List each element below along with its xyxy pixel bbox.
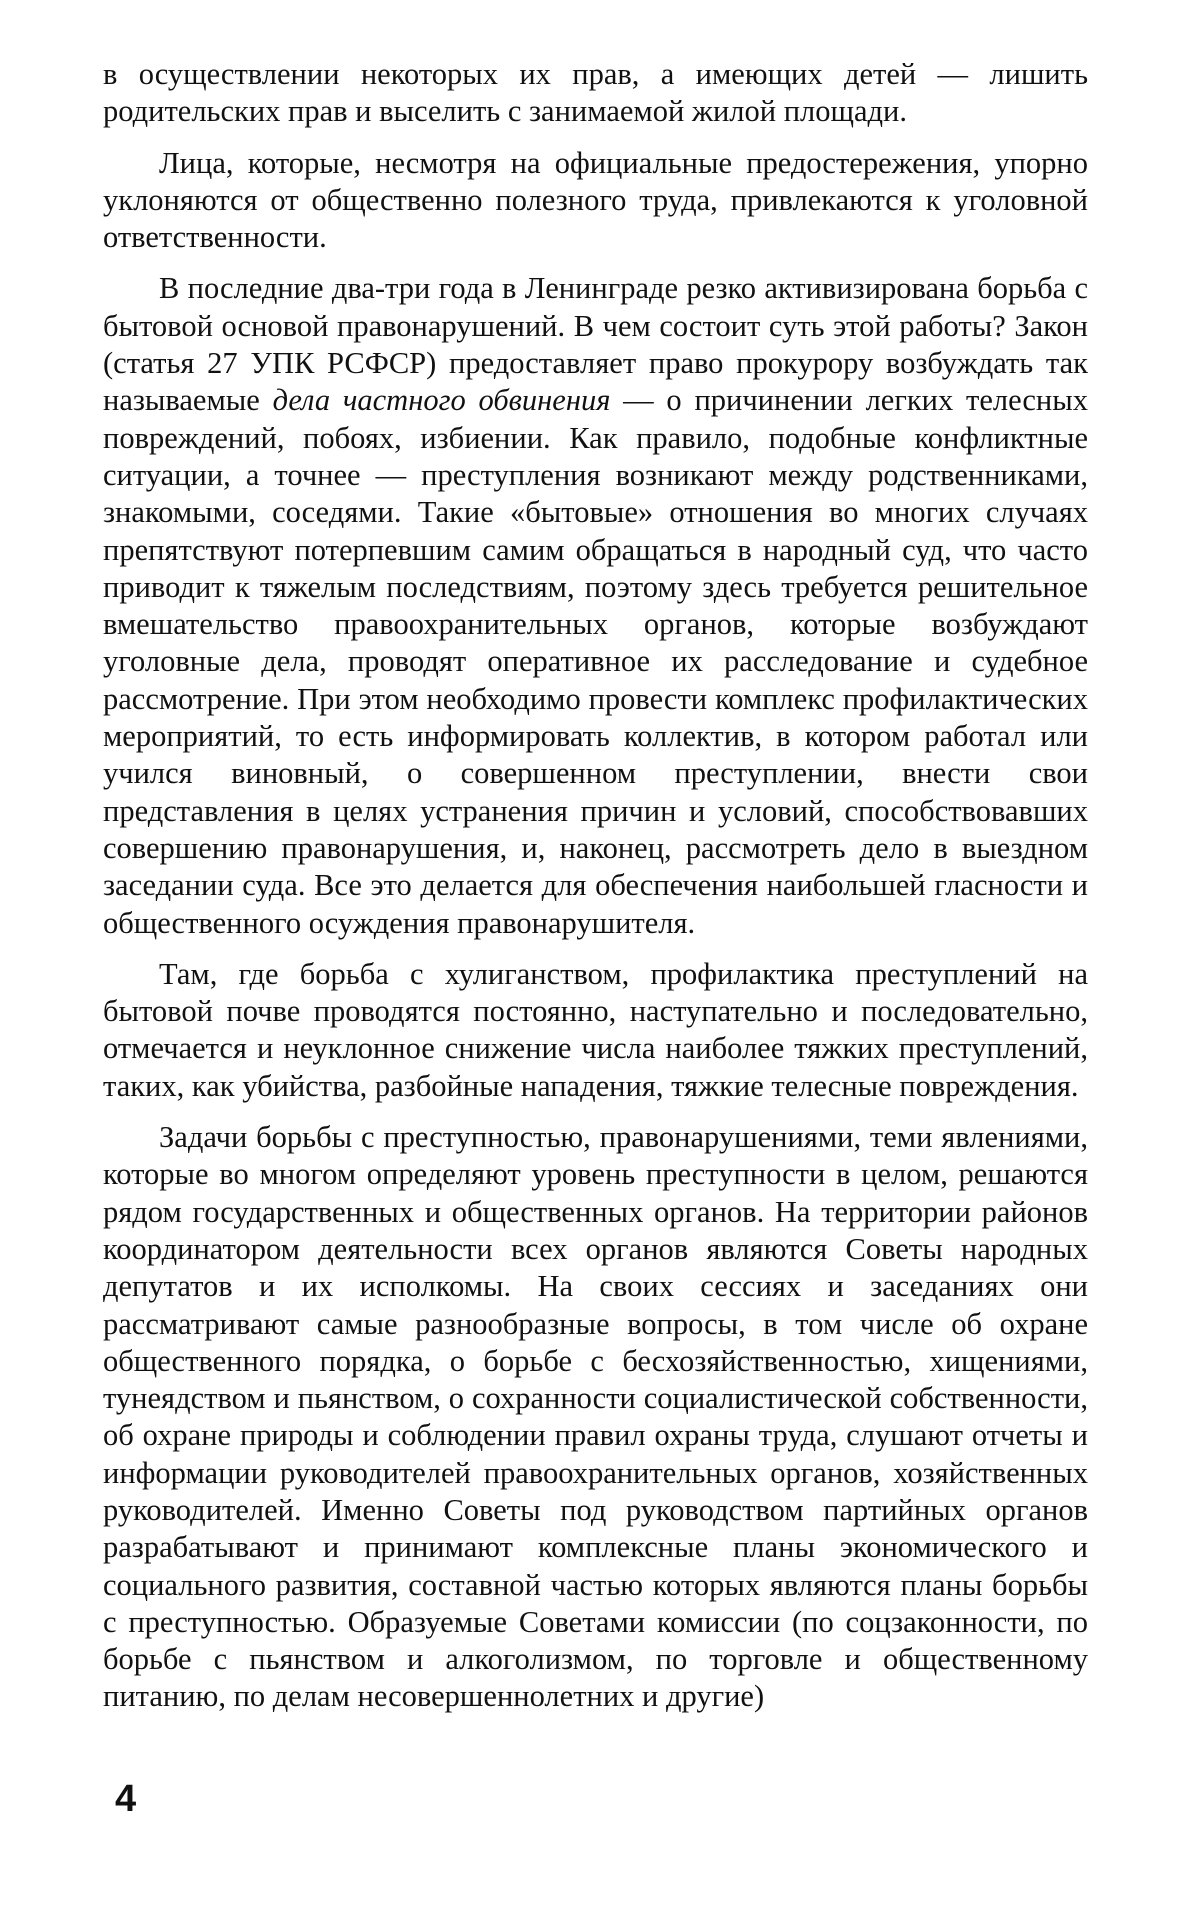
page-body — [103, 56, 1088, 1730]
paragraph-idlers-liability: Лица, которые, несмотря на официальные предостережения, упорно уклоняются от общественно полезного труда, привлекаются к уголовной ответственности. — [103, 145, 1088, 255]
paragraph-domestic-offenses — [103, 270, 1088, 941]
paragraph-domestic-offenses-part2: — о причинении легких телесных повреждений, побоях, избиении. Как правило, подобные конфликтные ситуации, а точнее — преступления возникают между родственниками, знакомыми, соседями. Такие «бытовые» отношения во многих случаях препятствуют потерпевшим самим обращаться в народный суд, что часто приводит к тяжелым последствиям, поэтому здесь требуется решительное вмешательство правоохранительных органов, которые возбуждают уголовные дела, проводят оперативное их расследование и судебное рассмотрение. При этом необходимо провести комплекс профилактических мероприятий, то есть информировать коллектив, в котором работал или учился виновный, о совершенном преступлении, внести свои представления в целях устранения причин и условий, способствовавших совершению правонарушения, и, наконец, рассмотреть дело в выездном заседании суда. Все это делается для обеспечения наибольшей гласности и общественного осуждения правонарушителя. — [103, 383, 1088, 940]
paragraph-continuation: в осуществлении некоторых их прав, а имеющих детей — лишить родительских прав и выселить с занимаемой жилой площади. — [103, 57, 1088, 129]
private-prosecution-term: дела частного обвинения — [272, 383, 611, 418]
paragraph-domestic-offenses-part1: В последние два-три года в Ленинграде резко активизирована борьба с бытовой основой правонарушений. В чем состоит суть этой работы? Закон (статья 27 УПК РСФСР) предоставляет право прокурору возбуждать так называемые — [103, 271, 1088, 418]
paragraph-soviets-role: Задачи борьбы с преступностью, правонарушениями, теми явлениями, которые во многом определяют уровень преступности в целом, решаются рядом государственных и общественных органов. На территории районов координатором деятельности всех органов являются Советы народных депутатов и их исполкомы. На своих сессиях и заседаниях они рассматривают самые разнообразные вопросы, в том числе об охране общественного порядка, о борьбе с бесхозяйственностью, хищениями, тунеядством и пьянством, о сохранности социалистической собственности, об охране природы и соблюдении правил охраны труда, слушают отчеты и информации руководителей правоохранительных органов, хозяйственных руководителей. Именно Советы под руководством партийных органов разрабатывают и принимают комплексные планы экономического и социального развития, составной частью которых являются планы борьбы с преступностью. Образуемые Советами комиссии (по соцзаконности, по борьбе с пьянством и алкоголизмом, по торговле и общественному питанию, по делам несовершеннолетних и другие) — [103, 1120, 1088, 1714]
paragraph-hooliganism: Там, где борьба с хулиганством, профилактика преступлений на бытовой почве проводятся постоянно, наступательно и последовательно, отмечается и неуклонное снижение числа наиболее тяжких преступлений, таких, как убийства, разбойные нападения, тяжкие телесные повреждения. — [103, 956, 1088, 1103]
page-number: 4 — [115, 1778, 137, 1820]
